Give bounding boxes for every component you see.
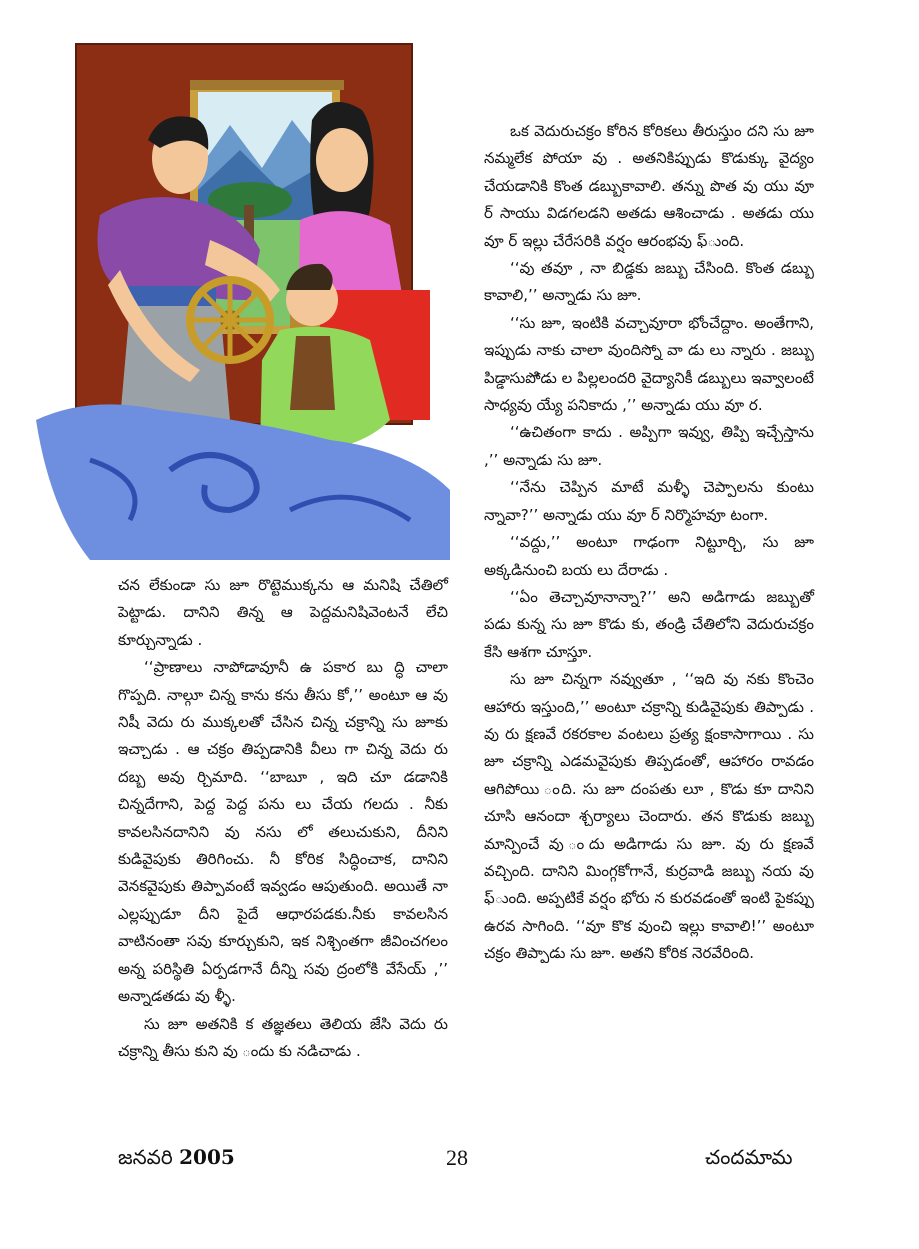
paragraph: ‘‘ఉచితంగా కాదు . అప్పిగా ఇవ్వు, తిప్పి ఇచ్చేస్తాను ,’’ అన్నాడు సు జూ. bbox=[484, 423, 814, 469]
paragraph: ‘‘నేను చెప్పిన మాటే మళ్ళీ చెప్పాలను కుంటు న్నావా?’’ అన్నాడు యు వూ ర్ నిర్మొహవూ టంగా. bbox=[484, 478, 814, 524]
magazine-name: చందమామ bbox=[705, 1145, 793, 1169]
blue-blanket bbox=[36, 404, 450, 560]
paragraph: ‘‘ఏం తెచ్చావూనాన్నా?’’ అని అడిగాడు జబ్బుతో పడు కున్న సు జూ కొడు కు, తండ్రి చేతిలోని వెదురుచక్రం కేసి ఆశగా చూస్తూ. bbox=[484, 587, 814, 661]
page-number: 28 bbox=[446, 1145, 468, 1170]
paragraph: ‘‘వద్దు,’’ అంటూ గాఢంగా నిట్టూర్చి, సు జూ అక్కడినుంచి బయ లు దేరాడు . bbox=[484, 533, 814, 579]
paragraph: ‘‘ప్రాణాలు నాపోడావూనీ ఉ పకార బు ద్ధి చాలా గొప్పది. నాల్గూ చిన్న కాను కను తీసు కో,’’ అంటూ ఆ వు నిషీ వెదు రు ముక్కలతో చేసిన చిన్న చక్రాన్ని సు జూకు ఇచ్చాడు . ఆ చక్రం తిప్పడానికి వీలు గా చిన్న వెదు రు దబ్బ అవు ర్చిమాది. ‘‘బాబూ , ఇది చూ డడానికి చిన్నదేగాని, పెద్ద పెద్ద పను లు చేయ గలదు . నీకు కావలసినదానిని వు నసు లో తలుచుకుని, దీనిని కుడివైపుకు తిరిగించు. నీ కోరిక సిద్ధించాక, దానిని వెనకవైపుకు తిప్పావంటే ఇవ్వడం ఆపుతుంది. అయితే నా ఎల్లప్పుడూ దీని పైదే ఆధారపడకు.నీకు కావలసిన వాటినంతా సవు కూర్చుకుని, ఇక నిశ్చింతగా జీవించగలం అన్న పరిస్థితి ఏర్పడగానే దీన్ని సవు ద్రంలోకి వేసేయ్ ,’’ అన్నాడతడు వు ళ్ళీ. bbox=[118, 658, 448, 1006]
paragraph: సు జూ చిన్నగా నవ్వుతూ , ‘‘ఇది వు నకు కొంచెం ఆహారు ఇస్తుంది,’’ అంటూ చక్రాన్ని కుడివైపుకు తిప్పాడు . వు రు క్షణవే రకరకాల వంటలు ప్రత్య క్షంకాసాగాయి . సు జూ చక్రాన్ని ఎడమవైపుకు తిప్పడంతో, ఆహారం రావడం ఆగిపోయి ంది. సు జూ దంపతు లూ , కొడు కూ దానిని చూసి ఆనందా శ్చర్యాలు చెందారు. తన కొడుకు జబ్బు మాన్పించే వు ందు అడిగాడు సు జూ. వు రు క్షణవే వచ్చింది. దానిని మింగ్గకోగానే, కుర్రవాడి జబ్బు నయ వు ఫ్ుంది. అప్పటికే వర్షం భోరు న కురవడంతో ఇంటి పైకప్పు ఉరవ సాగింది. ‘‘వూ కొక వుంచి ఇల్లు కావాలి!’’ అంటూ చక్రం తిప్పాడు సు జూ. అతని కోరిక నెరవేరింది. bbox=[484, 670, 814, 963]
paragraph: ‘‘సు జూ, ఇంటికి వచ్చావూరా భోంచేద్దాం. అంతేగాని, ఇప్పుడు నాకు చాలా వుందిస్నో వా డు లు న్నారు . జబ్బు పిడ్డాసుపోిడు ల పిల్లలందరి వైద్యానికీ డబ్బులు ఇవ్వాలంటే సాధ్యవు య్యే పనికాదు ,’’ అన్నాడు యు వూ ర. bbox=[484, 313, 814, 415]
right-text-column bbox=[484, 118, 814, 968]
story-illustration bbox=[30, 40, 482, 560]
footer-date bbox=[118, 1145, 235, 1174]
paragraph: సు జూ అతనికి క తజ్ఞతలు తెలియ జేసి వెదు రు చక్రాన్ని తీసు కుని వు ందు కు నడిచాడు . bbox=[118, 1014, 448, 1060]
footer-year: 2005 bbox=[179, 1145, 235, 1169]
left-text-column bbox=[118, 572, 448, 1065]
paragraph: ఒక వెదురుచక్రం కోరిన కోరికలు తీరుస్తుం దని సు జూ నమ్మలేక పోయా వు . అతనికిప్పుడు కొడుక్కు వైద్యం చేయడానికి కొంత డబ్బుకావాలి. తన్ను పొత వు యు వూ ర్ సాయు విడగలడని అతడు ఆశించాడు . అతడు యు వూ ర్ ఇల్లు చేరేసరికి వర్షం ఆరంభవు ఫ్ుంది. bbox=[484, 122, 814, 250]
bamboo-wheel-icon bbox=[190, 280, 270, 360]
paragraph: ‘‘వు తవూ , నా బిడ్డకు జబ్బు చేసింది. కొంత డబ్బు కావాలి,’’ అన్నాడు సు జూ. bbox=[484, 259, 814, 305]
footer-month: జనవరి bbox=[118, 1145, 173, 1169]
paragraph: చన లేకుండా సు జూ రొట్టెముక్కను ఆ మనిషి చేతిలో పెట్టాడు. దానిని తిన్న ఆ పెద్దమనిషివెంటనే లేచి కూర్చున్నాడు . bbox=[118, 576, 448, 649]
